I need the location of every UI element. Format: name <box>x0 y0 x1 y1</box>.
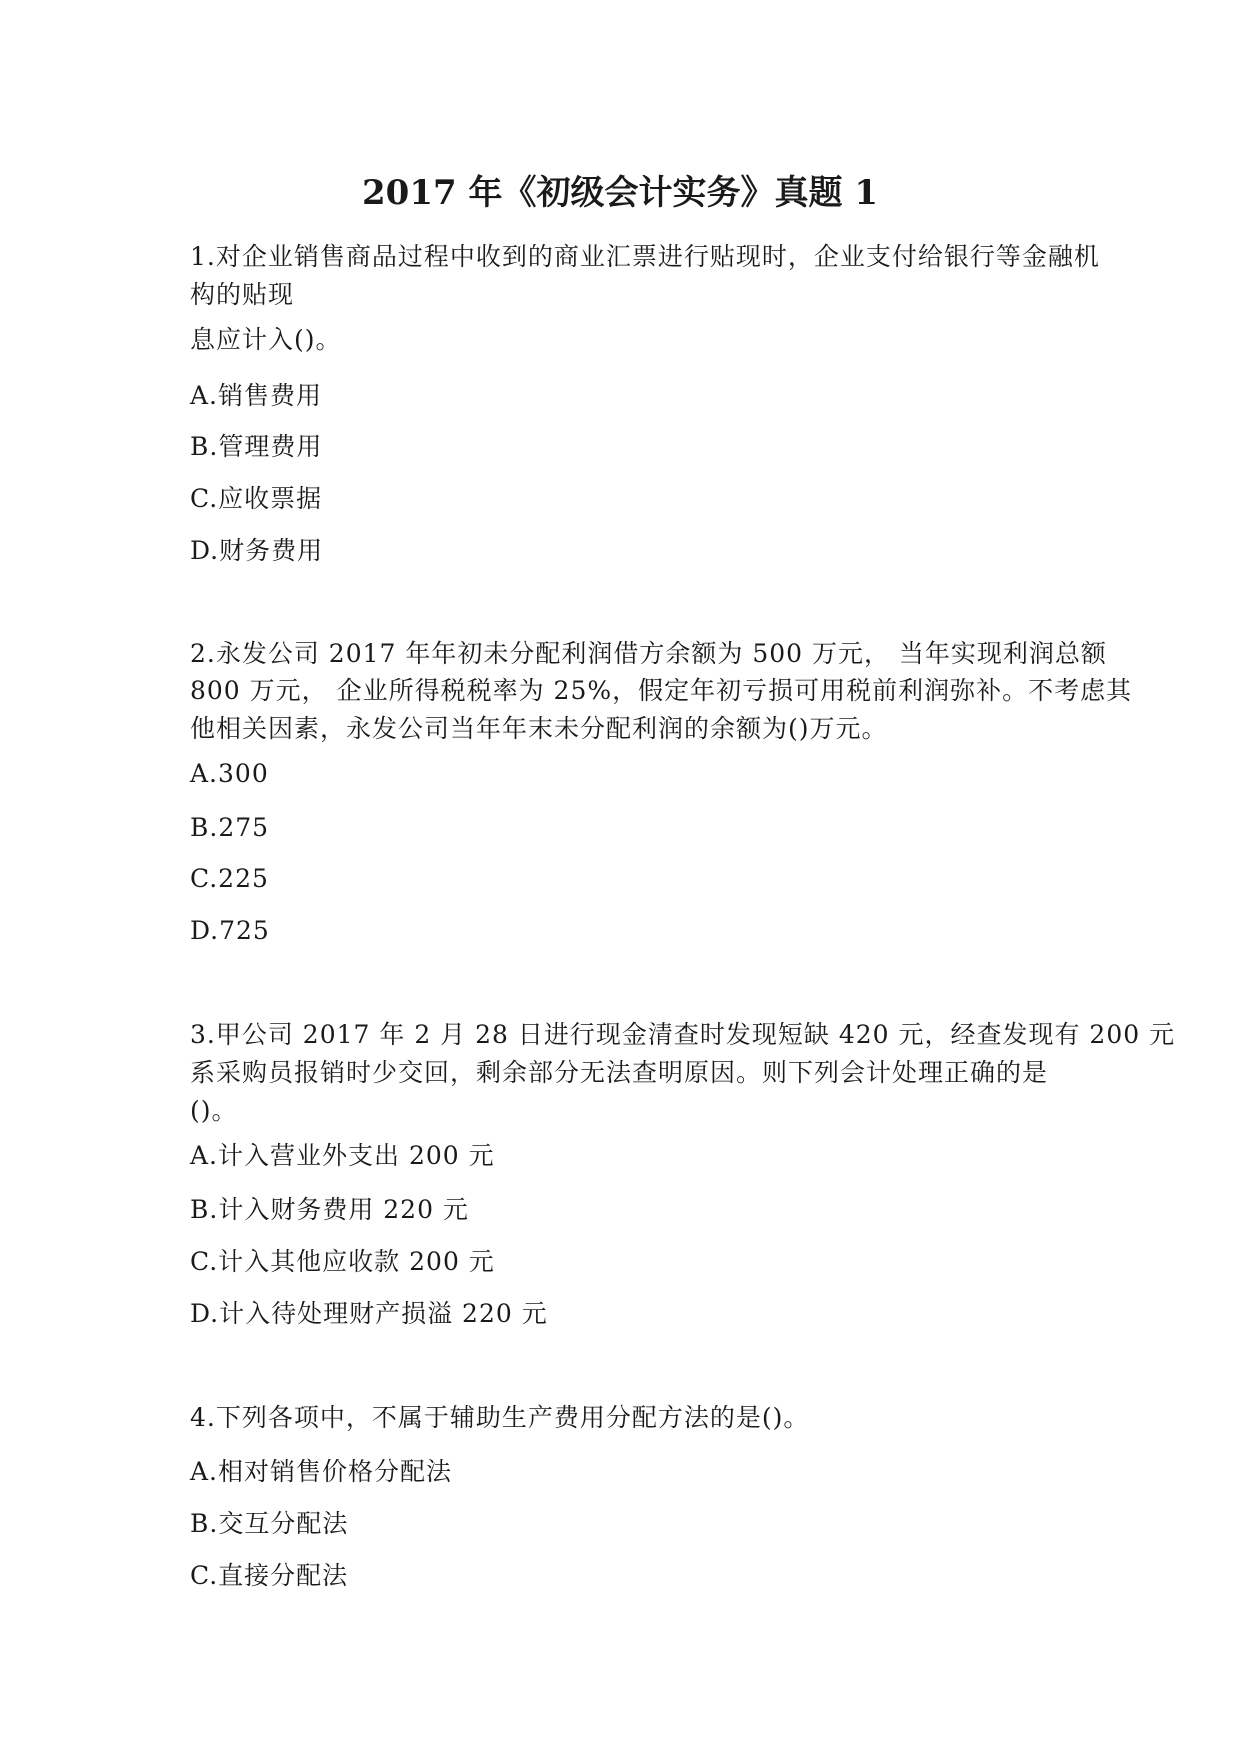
option-a: A.相对销售价格分配法 <box>190 1457 453 1486</box>
document-title: 2017 年《初级会计实务》真题 1 <box>362 173 878 213</box>
option-a: A.300 <box>190 759 269 788</box>
question-text: 800 万元， 企业所得税税率为 25%，假定年初亏损可用税前利润弥补。不考虑其 <box>190 676 1133 705</box>
option-a: A.计入营业外支出 200 元 <box>190 1141 495 1170</box>
option-b: B.计入财务费用 220 元 <box>190 1195 469 1224</box>
question-text: 息应计入()。 <box>190 325 342 354</box>
question-text: 2.永发公司 2017 年年初未分配利润借方余额为 500 万元， 当年实现利润总额 <box>190 639 1107 668</box>
option-c: C.直接分配法 <box>190 1561 349 1590</box>
option-d: D.财务费用 <box>190 536 324 565</box>
question-text: ()。 <box>190 1096 238 1125</box>
option-a: A.销售费用 <box>190 381 323 410</box>
question-text: 1.对企业销售商品过程中收到的商业汇票进行贴现时，企业支付给银行等金融机 <box>190 242 1100 271</box>
question-text: 3.甲公司 2017 年 2 月 28 日进行现金清查时发现短缺 420 元，经查发现有 200 元 <box>190 1020 1176 1049</box>
question-text: 构的贴现 <box>190 280 295 309</box>
question-text: 系采购员报销时少交回，剩余部分无法查明原因。则下列会计处理正确的是 <box>190 1058 1049 1087</box>
option-b: B.交互分配法 <box>190 1509 349 1538</box>
option-d: D.725 <box>190 916 270 945</box>
option-b: B.管理费用 <box>190 432 323 461</box>
option-c: C.计入其他应收款 200 元 <box>190 1247 495 1276</box>
option-c: C.225 <box>190 864 269 893</box>
option-b: B.275 <box>190 813 270 842</box>
option-c: C.应收票据 <box>190 484 323 513</box>
question-text: 4.下列各项中，不属于辅助生产费用分配方法的是()。 <box>190 1403 810 1432</box>
question-text: 他相关因素，永发公司当年年末未分配利润的余额为()万元。 <box>190 714 888 743</box>
option-d: D.计入待处理财产损溢 220 元 <box>190 1299 548 1328</box>
